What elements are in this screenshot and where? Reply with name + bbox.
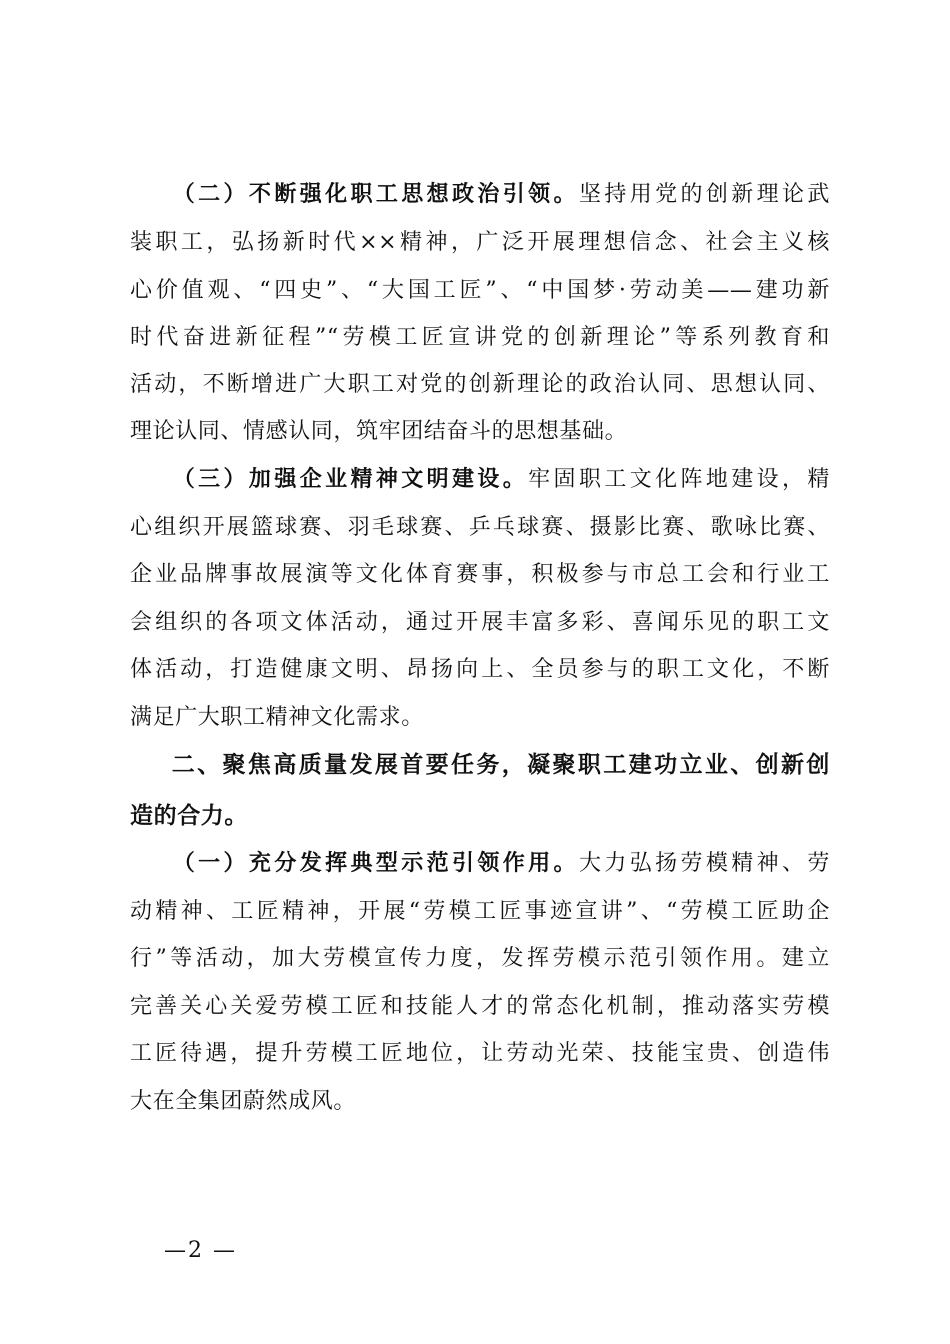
- paragraph-line: 动精神、工匠精神，开展“劳模工匠事迹宣讲”、“劳模工匠助企: [130, 899, 830, 924]
- paragraph-line: 时代奋进新征程”“劳模工匠宣讲党的创新理论”等系列教育和: [130, 325, 830, 350]
- paragraph-line: 体活动，打造健康文明、昂扬向上、全员参与的职工文化，不断: [130, 657, 830, 682]
- paragraph-line: 心价值观、“四史”、“大国工匠”、“中国梦·劳动美——建功新: [130, 278, 830, 303]
- paragraph-line: [130, 846, 830, 882]
- paragraph-line: 满足广大职工精神文化需求。: [130, 705, 424, 730]
- paragraph-line: 装职工，弘扬新时代××精神，广泛开展理想信念、社会主义核: [130, 230, 830, 255]
- paragraph-line: 企业品牌事故展演等文化体育赛事，积极参与市总工会和行业工: [130, 562, 830, 587]
- paragraph-heading: （一）充分发挥典型示范引领作用。: [170, 851, 579, 876]
- paragraph-line: [130, 177, 830, 213]
- section-heading-text: 二、聚焦高质量发展首要任务，凝聚职工建功立业、创新创: [170, 752, 830, 778]
- paragraph-line: 心组织开展篮球赛、羽毛球赛、乒乓球赛、摄影比赛、歌咏比赛、: [130, 515, 830, 540]
- paragraph-line: 活动，不断增进广大职工对党的创新理论的政治认同、思想认同、: [130, 372, 830, 397]
- paragraph-heading: （三）加强企业精神文明建设。: [170, 467, 529, 492]
- paragraph-line: 工匠待遇，提升劳模工匠地位，让劳动光荣、技能宝贵、创造伟: [130, 1041, 830, 1066]
- paragraph-line: [130, 462, 830, 498]
- paragraph-line: 完善关心关爱劳模工匠和技能人才的常态化机制，推动落实劳模: [130, 994, 830, 1019]
- paragraph-text: 牢固职工文化阵地建设，精: [528, 467, 830, 492]
- paragraph-line: 会组织的各项文体活动，通过开展丰富多彩、喜闻乐见的职工文: [130, 610, 830, 635]
- paragraph-heading: （二）不断强化职工思想政治引领。: [170, 182, 579, 207]
- paragraph-text: 大力弘扬劳模精神、劳: [578, 851, 830, 876]
- paragraph-line: 大在全集团蔚然成风。: [130, 1089, 357, 1114]
- section-heading: 造的合力。: [130, 803, 248, 829]
- paragraph-line: 理论认同、情感认同，筑牢团结奋斗的思想基础。: [130, 419, 628, 444]
- paragraph-text: 坚持用党的创新理论武: [578, 182, 830, 207]
- section-heading: [130, 747, 830, 783]
- paragraph-line: 行”等活动，加大劳模宣传力度，发挥劳模示范引领作用。建立: [130, 946, 830, 971]
- page-number: —2 —: [164, 1238, 237, 1263]
